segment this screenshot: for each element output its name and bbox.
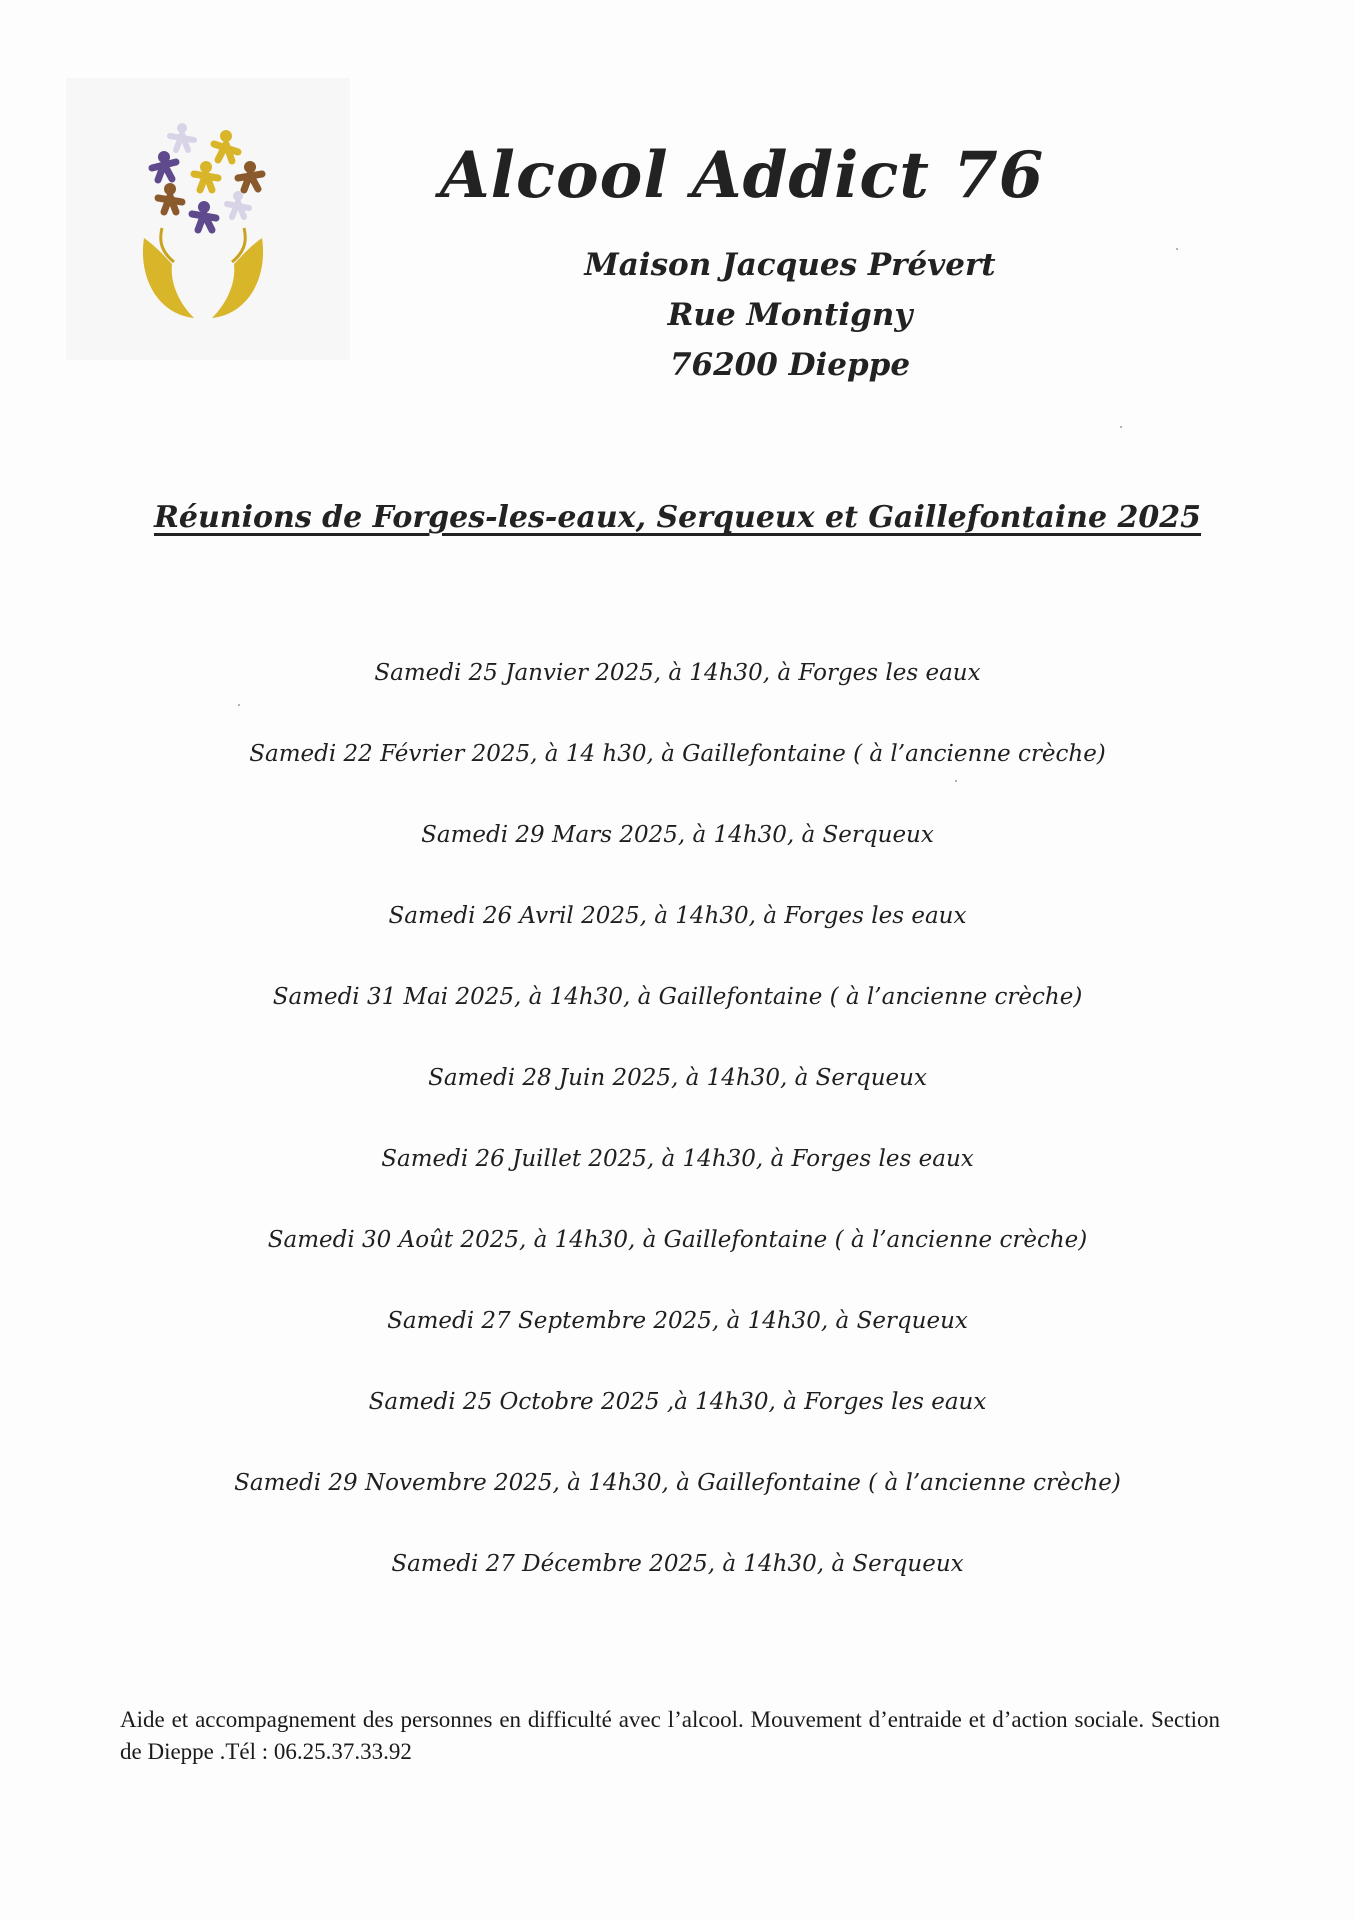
scan-speck — [238, 704, 240, 706]
address-line: Maison Jacques Prévert — [584, 247, 996, 283]
golden-hands — [143, 228, 263, 318]
organization-title: Alcool Addict 76 — [440, 138, 1045, 213]
footer-text: Aide et accompagnement des personnes en difficulté avec l’alcool. Mouvement d’entraide et d’action sociale. Section de Dieppe .Tél : 06.25.37.33.92 — [120, 1707, 1220, 1764]
meeting-item: Samedi 29 Novembre 2025, à 14h30, à Gaillefontaine ( à l’ancienne crèche) — [234, 1470, 1121, 1496]
meeting-list — [100, 648, 1255, 1620]
logo — [66, 78, 350, 360]
meeting-item: Samedi 25 Octobre 2025 ,à 14h30, à Forges les eaux — [368, 1389, 987, 1415]
address-block — [540, 240, 1040, 390]
people-figures — [152, 123, 262, 230]
scan-speck — [955, 780, 957, 782]
meeting-item: Samedi 26 Avril 2025, à 14h30, à Forges les eaux — [388, 903, 967, 929]
address-line: Rue Montigny — [667, 297, 913, 333]
scan-speck — [1176, 248, 1178, 250]
scan-speck — [1120, 426, 1122, 428]
meeting-item: Samedi 29 Mars 2025, à 14h30, à Serqueux — [421, 822, 934, 848]
meeting-item: Samedi 27 Décembre 2025, à 14h30, à Serqueux — [391, 1551, 964, 1577]
meeting-item: Samedi 27 Septembre 2025, à 14h30, à Serqueux — [387, 1308, 968, 1334]
hands-and-people-icon — [66, 78, 350, 360]
meeting-item: Samedi 28 Juin 2025, à 14h30, à Serqueux — [428, 1065, 927, 1091]
meeting-item: Samedi 25 Janvier 2025, à 14h30, à Forges les eaux — [374, 660, 981, 686]
meeting-item: Samedi 22 Février 2025, à 14 h30, à Gaillefontaine ( à l’ancienne crèche) — [249, 741, 1106, 767]
meeting-item: Samedi 26 Juillet 2025, à 14h30, à Forges les eaux — [381, 1146, 974, 1172]
address-line: 76200 Dieppe — [669, 347, 911, 383]
meeting-item: Samedi 31 Mai 2025, à 14h30, à Gaillefontaine ( à l’ancienne crèche) — [272, 984, 1083, 1010]
meeting-item: Samedi 30 Août 2025, à 14h30, à Gaillefontaine ( à l’ancienne crèche) — [267, 1227, 1088, 1253]
meetings-heading: Réunions de Forges-les-eaux, Serqueux et Gaillefontaine 2025 — [153, 500, 1202, 535]
